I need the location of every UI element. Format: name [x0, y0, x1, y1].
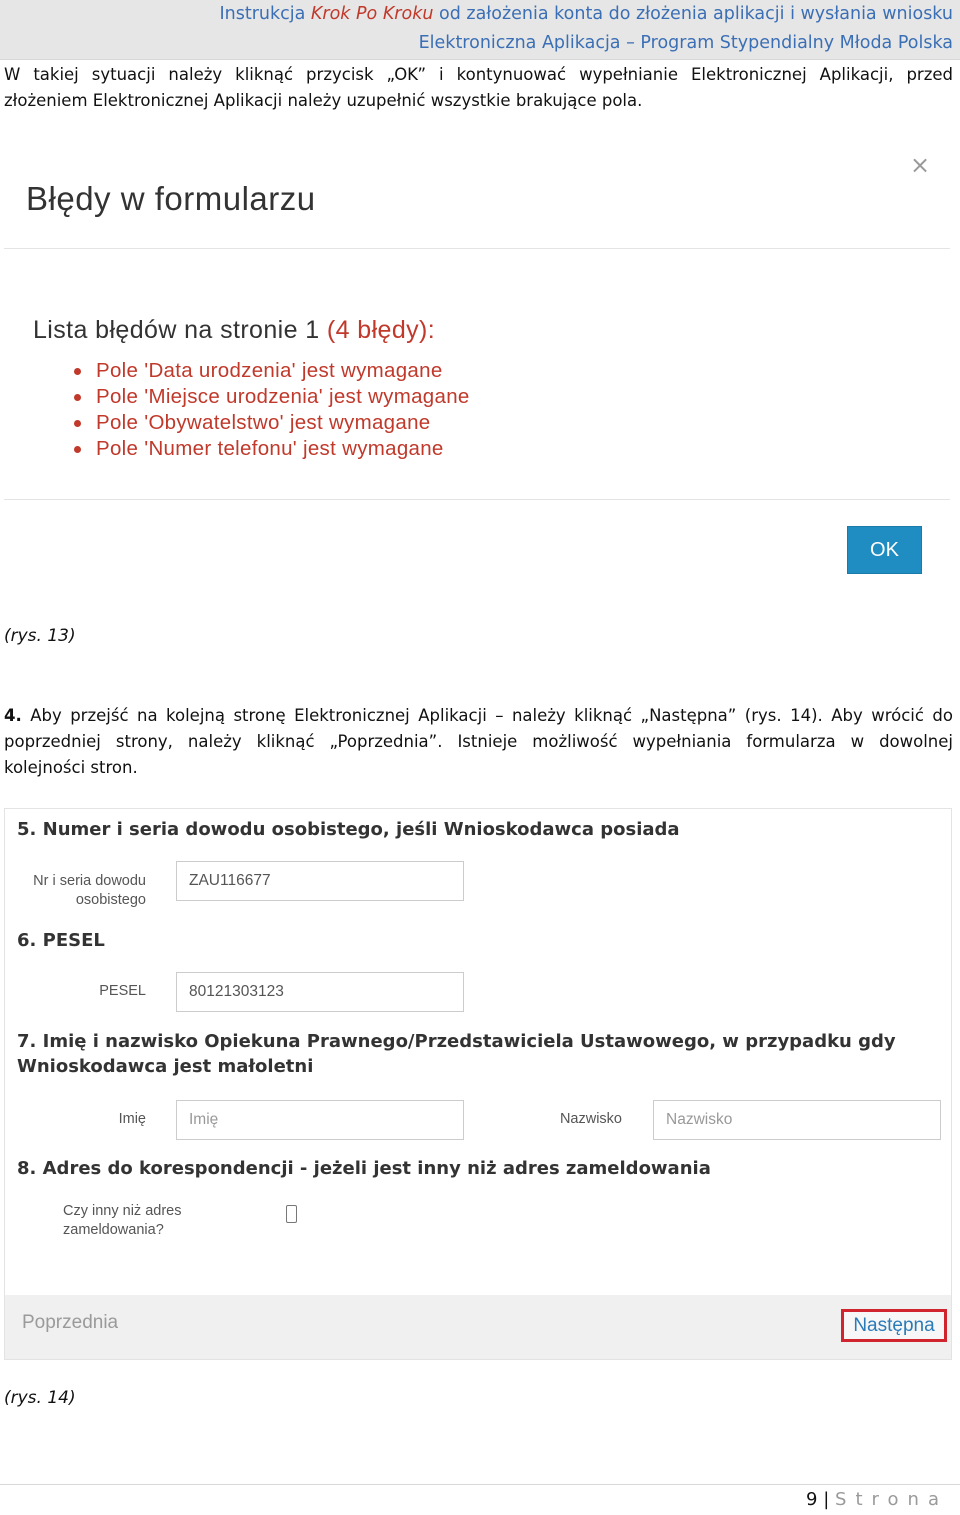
intro-line: W takiej sytuacji należy kliknąć przycisk „OK” i kontynuować wypełnianie Elektronicznej Aplikacji, przed — [4, 65, 953, 84]
other-address-label-line: zameldowania? — [63, 1222, 164, 1238]
error-heading-text: Lista błędów na stronie 1 — [33, 316, 320, 344]
pesel-label: PESEL — [99, 983, 146, 999]
step-number: 4. — [4, 706, 22, 725]
step-line — [4, 703, 953, 729]
document-header — [0, 0, 960, 60]
header-krok: Krok Po Kroku — [310, 4, 434, 24]
header-title — [219, 4, 953, 24]
other-address-checkbox[interactable] — [286, 1205, 297, 1223]
section-7-line: Wnioskodawca jest małoletni — [17, 1056, 314, 1077]
section-5-heading: 5. Numer i seria dowodu osobistego, jeśli Wnioskodawca posiada — [17, 819, 680, 840]
dialog-title: Błędy w formularzu — [26, 180, 316, 217]
step-line: poprzedniej strony, należy kliknąć „Poprzednia”. Istnieje możliwość wypełniania formularza w dowolnej — [4, 732, 953, 751]
dialog-divider — [4, 499, 950, 500]
last-name-input[interactable]: Nazwisko — [653, 1100, 941, 1140]
first-name-input[interactable]: Imię — [176, 1100, 464, 1140]
next-button[interactable]: Następna — [841, 1309, 947, 1342]
form-navigation-bar — [5, 1295, 951, 1359]
intro-line: złożeniem Elektronicznej Aplikacji należy uzupełnić wszystkie brakujące pola. — [4, 91, 643, 110]
figure-caption: (rys. 14) — [4, 1388, 76, 1408]
id-number-input[interactable]: ZAU116677 — [176, 861, 464, 901]
section-6-heading: 6. PESEL — [17, 930, 105, 951]
last-name-label: Nazwisko — [559, 1111, 622, 1127]
figure-caption: (rys. 13) — [4, 626, 76, 646]
previous-button[interactable]: Poprzednia — [22, 1312, 119, 1333]
header-subtitle: Elektroniczna Aplikacja – Program Stypendialny Młoda Polska — [418, 33, 953, 53]
other-address-label — [15, 1202, 183, 1240]
error-item: Pole 'Data urodzenia' jest wymagane — [72, 358, 470, 384]
application-form — [4, 808, 952, 1360]
section-7-heading — [17, 1029, 917, 1079]
error-list — [72, 358, 470, 462]
page-word: Strona — [835, 1489, 948, 1510]
header-suffix: od założenia konta do złożenia aplikacji i wysłania wniosku — [439, 4, 953, 24]
footer-divider — [0, 1484, 960, 1485]
error-item: Pole 'Obywatelstwo' jest wymagane — [72, 410, 470, 436]
first-name-label: Imię — [118, 1111, 146, 1127]
pesel-input[interactable]: 80121303123 — [176, 972, 464, 1012]
section-8-heading: 8. Adres do korespondencji - jeżeli jest inny niż adres zameldowania — [17, 1158, 711, 1179]
intro-paragraph — [4, 62, 953, 114]
id-label-line: osobistego — [75, 892, 146, 908]
error-count: (4 błędy): — [326, 316, 436, 344]
section-7-line: 7. Imię i nazwisko Opiekuna Prawnego/Przedstawiciela Ustawowego, w przypadku gdy — [17, 1031, 896, 1052]
page-separator: | — [823, 1489, 830, 1510]
error-item: Pole 'Miejsce urodzenia' jest wymagane — [72, 384, 470, 410]
id-label-line: Nr i seria dowodu — [33, 873, 146, 889]
page-number — [806, 1489, 948, 1510]
dialog-divider — [4, 248, 950, 249]
step-line: kolejności stron. — [4, 758, 138, 777]
error-dialog — [4, 140, 952, 590]
step-text: Aby przejść na kolejną stronę Elektronicznej Aplikacji – należy kliknąć „Następna” (rys. 14). Aby wrócić do — [30, 706, 953, 725]
close-icon[interactable]: × — [909, 151, 931, 179]
other-address-label-line: Czy inny niż adres — [63, 1203, 182, 1219]
id-number-label — [15, 872, 146, 910]
ok-button[interactable]: OK — [847, 526, 922, 574]
error-list-heading — [33, 316, 435, 345]
page-number-value: 9 — [806, 1489, 818, 1510]
error-item: Pole 'Numer telefonu' jest wymagane — [72, 436, 470, 462]
header-prefix: Instrukcja — [219, 4, 306, 24]
step-4-paragraph — [4, 703, 953, 781]
